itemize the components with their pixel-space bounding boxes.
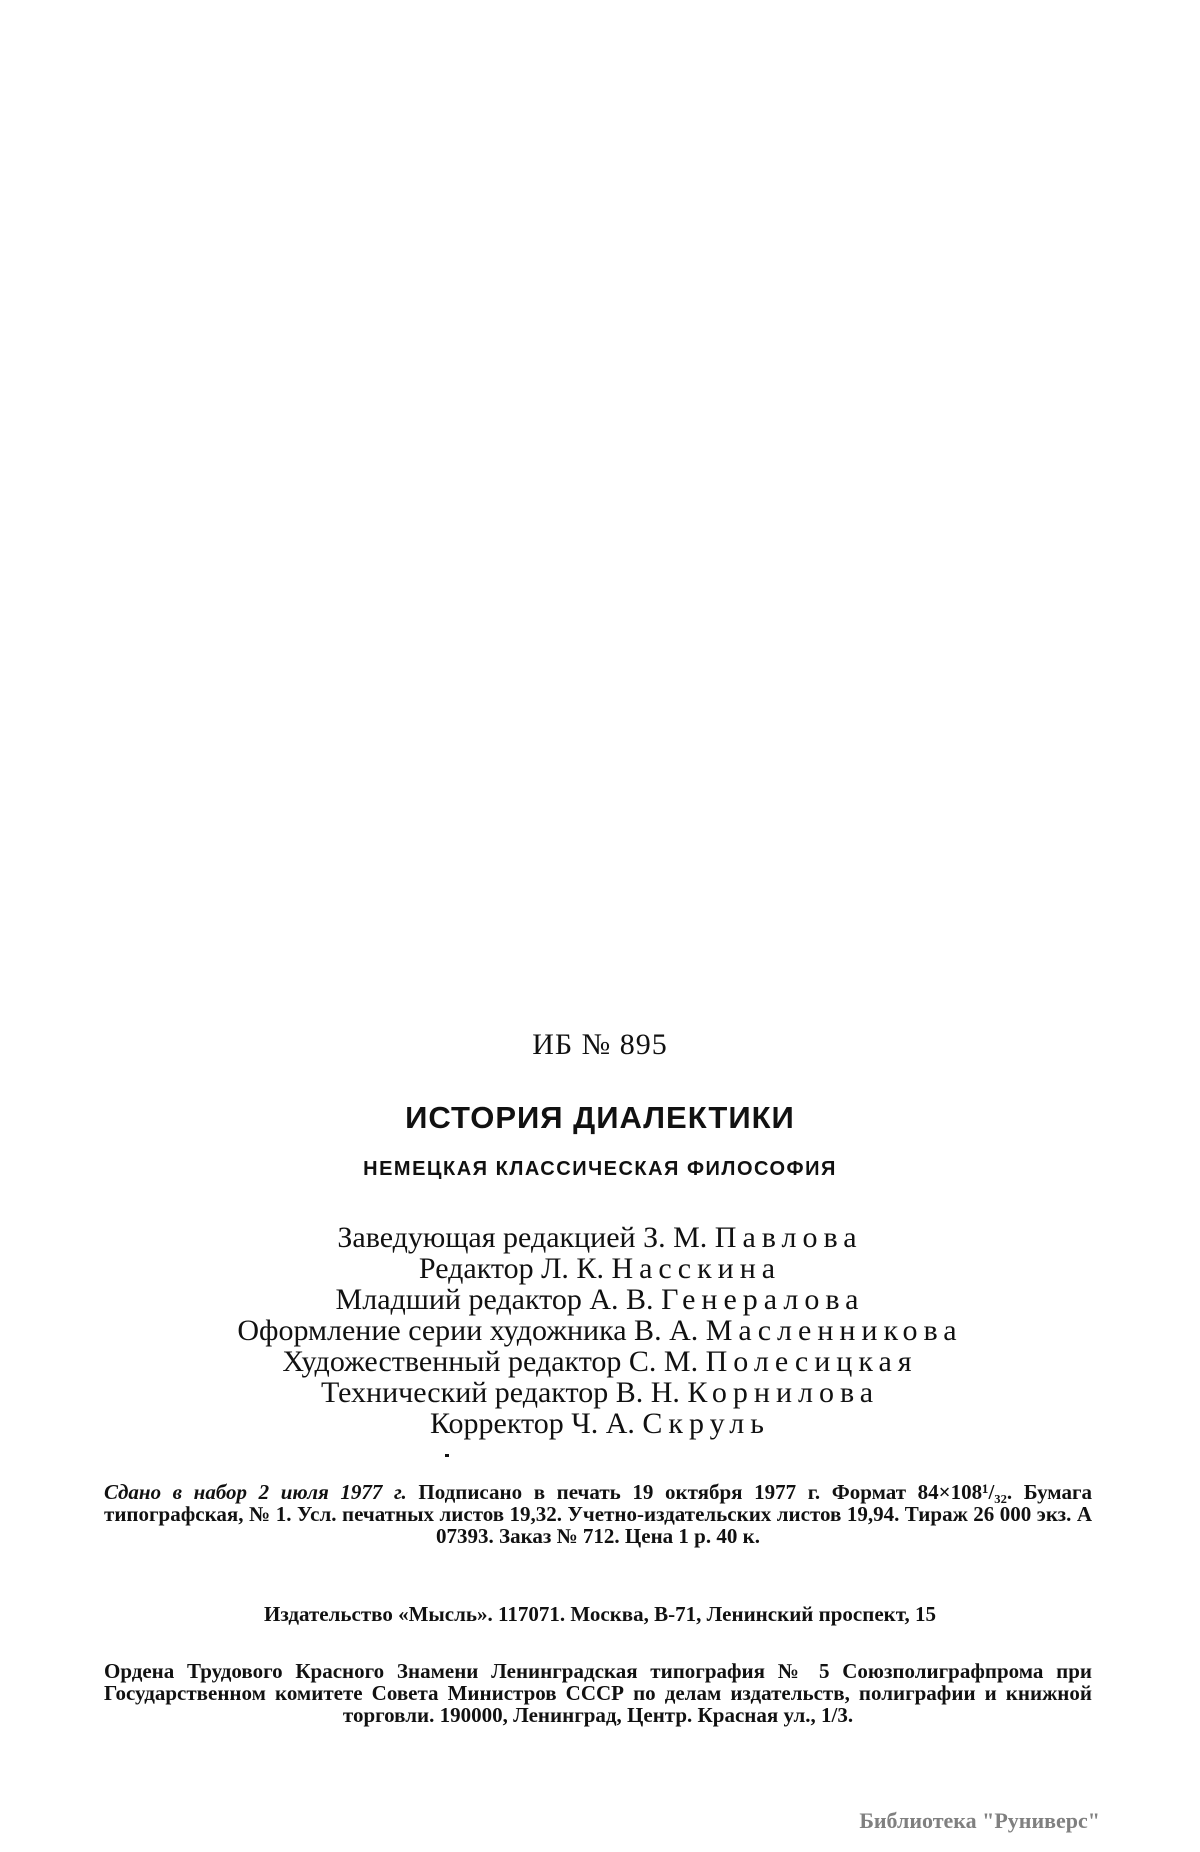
library-watermark: Библиотека "Руниверс" bbox=[859, 1808, 1100, 1833]
credit-role: Редактор Л. К. bbox=[418, 1252, 604, 1285]
print-dates-italic: Сдано в набор 2 июля 1977 г. bbox=[104, 1480, 407, 1504]
book-title: ИСТОРИЯ ДИАЛЕКТИКИ bbox=[405, 1100, 795, 1135]
credit-name: Скруль bbox=[642, 1407, 770, 1440]
credit-line bbox=[0, 1253, 1200, 1284]
credit-name: Насскина bbox=[611, 1252, 782, 1285]
credit-role: Технический редактор В. Н. bbox=[320, 1376, 680, 1409]
credit-name: Генералова bbox=[661, 1283, 865, 1316]
credit-name: Масленникова bbox=[705, 1314, 963, 1347]
credit-line bbox=[0, 1346, 1200, 1377]
print-details bbox=[104, 1481, 1092, 1547]
printer-info: Ордена Трудового Красного Знамени Ленинградская типография № 5 Союзполиграфпрома при Государственном комитете Совета Министров СССР по делам издательств, полиграфии и книжной торговли. 190000, Ленинград, Центр. Красная ул., 1/3. bbox=[104, 1659, 1092, 1727]
credit-role: Художественный редактор С. М. bbox=[282, 1345, 699, 1378]
publisher-info: Издательство «Мысль». 117071. Москва, В-71, Ленинский проспект, 15 bbox=[264, 1602, 936, 1626]
credit-role: Корректор Ч. А. bbox=[430, 1407, 635, 1440]
credit-name: Павлова bbox=[714, 1221, 863, 1254]
credits-block bbox=[0, 1222, 1200, 1439]
credit-name: Полесицкая bbox=[705, 1345, 918, 1378]
credit-line bbox=[0, 1408, 1200, 1439]
credit-line bbox=[0, 1377, 1200, 1408]
credit-line bbox=[0, 1284, 1200, 1315]
credit-role: Младший редактор А. В. bbox=[335, 1283, 654, 1316]
print-details-text: Подписано в печать 19 октября 1977 г. Формат 84×108¹/₃₂. Бумага типографская, № 1. Усл. печатных листов 19,32. Учетно-издательских листов 19,94. Тираж 26 000 экз. А 07393. Заказ № 712. Цена 1 р. 40 к. bbox=[104, 1480, 1093, 1548]
credit-line bbox=[0, 1222, 1200, 1253]
credit-role: Заведующая редакцией З. М. bbox=[337, 1221, 708, 1254]
book-subtitle: НЕМЕЦКАЯ КЛАССИЧЕСКАЯ ФИЛОСОФИЯ bbox=[363, 1158, 837, 1180]
ib-number: ИБ № 895 bbox=[532, 1028, 668, 1061]
credit-role: Оформление серии художника В. А. bbox=[237, 1314, 699, 1347]
credit-name: Корнилова bbox=[687, 1376, 880, 1409]
separator-dot bbox=[445, 1454, 449, 1457]
credit-line bbox=[0, 1315, 1200, 1346]
